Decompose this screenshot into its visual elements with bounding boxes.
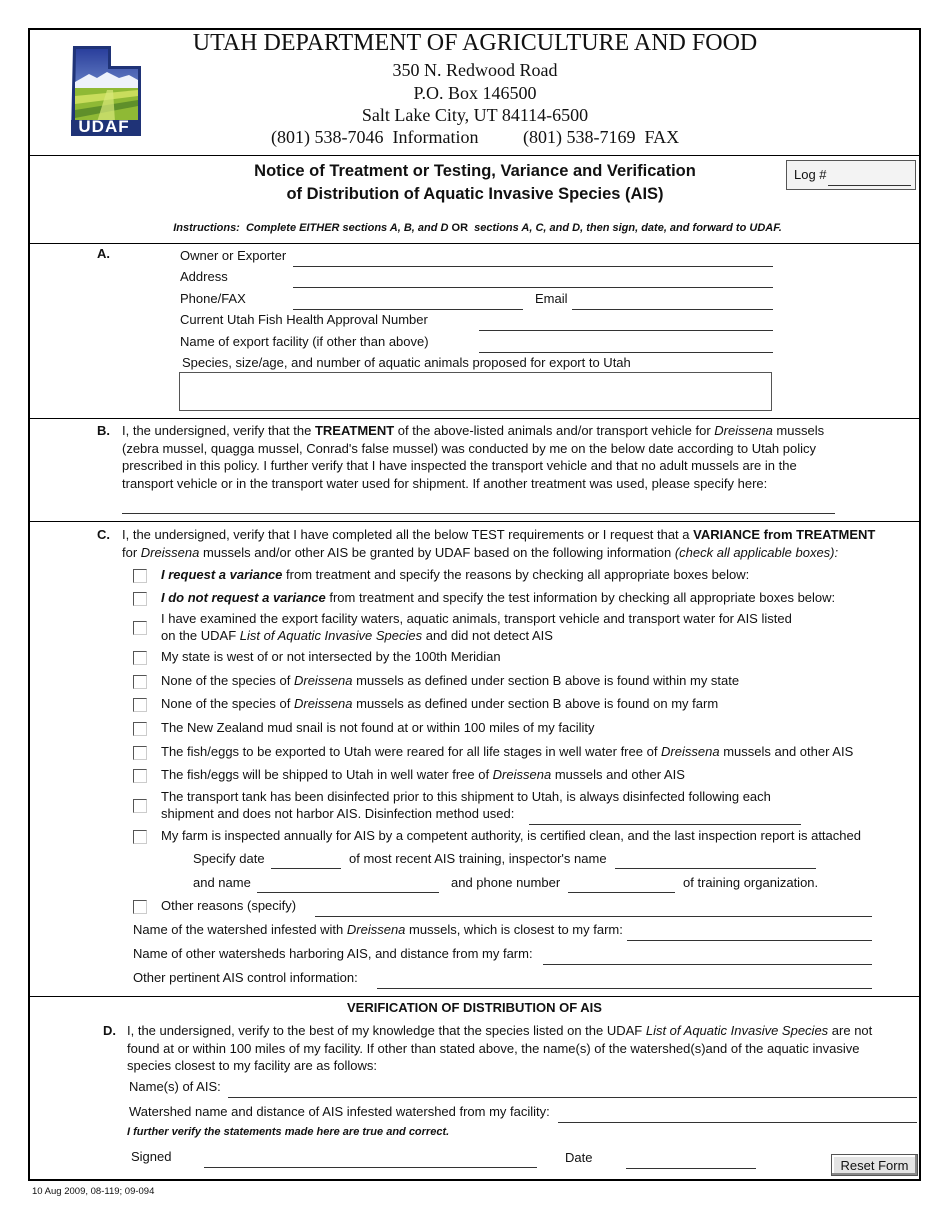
other-watersheds-field[interactable] [543,964,872,965]
date-label: Date [565,1150,593,1165]
address-label: Address [180,269,228,284]
section-c-text: I, the undersigned, verify that I have completed all the below TEST requirements or I request that a VARIANCE from TREATMENT for Dreissena mussels and/or other AIS be granted by UDAF based on the following information (check all applicable boxes): [122,527,876,560]
address-field[interactable] [293,287,773,288]
form-title-line1: Notice of Treatment or Testing, Variance and Verification [254,162,696,180]
organization-name-field[interactable] [257,892,439,893]
other-info-label: Other pertinent AIS control information: [133,970,358,985]
phone-number-label: and phone number [451,875,561,890]
phone-field[interactable] [293,309,523,310]
closest-watershed-field[interactable] [627,940,872,941]
species-label: Species, size/age, and number of aquatic animals proposed for export to Utah [182,355,631,370]
inspected-annually-label: My farm is inspected annually for AIS by a competent authority, is certified clean, and the last inspection report is attached [161,828,861,843]
signature-field[interactable] [204,1167,537,1168]
no-variance-label: I do not request a variance from treatment and specify the test information by checking all appropriate boxes below: [161,590,836,605]
checkbox-tank-disinfected[interactable] [133,799,147,813]
log-number-label: Log # [794,167,827,182]
checkbox-well-water-reared[interactable] [133,746,147,760]
inspector-name-label: of most recent AIS training, inspector's name [349,851,607,866]
header-divider [28,155,921,156]
section-a-letter: A. [97,246,110,261]
section-b-text: I, the undersigned, verify that the TREATMENT of the above-listed animals and/or transport vehicle for Dreissena mussels (zebra mussel, quagga mussel, Conrad's false mussel) was conducted by me on the below date according to Utah policy prescribed in this policy. I further verify that I have inspected the transport vehicle and that no adult mussels are in the transport vehicle or in the transport water used for shipment. If another treatment was used, please specify here: [122,423,825,491]
ais-names-field[interactable] [228,1097,917,1098]
email-field[interactable] [572,309,773,310]
phone-information: (801) 538-7046 Information [271,127,479,147]
date-field[interactable] [626,1168,756,1169]
section-d-text: I, the undersigned, verify to the best of my knowledge that the species listed on the UDAF List of Aquatic Invasive Species are not found at or within 100 miles of my facility. If other than stated above, the name(s) of the watershed(s)and of the aquatic invasive species closest to my facility are as follows: [127,1023,873,1073]
approval-label: Current Utah Fish Health Approval Number [180,312,428,327]
section-d-letter: D. [103,1023,116,1038]
owner-label: Owner or Exporter [180,248,287,263]
logo-text: UDAF [78,117,130,136]
examined-waters-label-2: on the UDAF List of Aquatic Invasive Species and did not detect AIS [161,628,553,643]
facility-label: Name of export facility (if other than above) [180,334,429,349]
footer-revision: 10 Aug 2009, 08-119; 09-094 [32,1186,155,1197]
section-b-letter: B. [97,423,110,438]
mud-snail-label: The New Zealand mud snail is not found at or within 100 miles of my facility [161,720,595,735]
form-title-line2: of Distribution of Aquatic Invasive Species (AIS) [286,185,664,203]
owner-field[interactable] [293,266,773,267]
divider-a [28,243,921,244]
facility-field[interactable] [479,352,773,353]
reset-form-button[interactable]: Reset Form [831,1154,918,1176]
disinfection-method-field[interactable] [529,824,801,825]
checkbox-100th-meridian[interactable] [133,651,147,665]
checkbox-inspected-annually[interactable] [133,830,147,844]
address-pobox: P.O. Box 146500 [413,83,537,103]
instructions: Instructions: Complete EITHER sections A, B, and D OR sections A, C, and D, then sign, date, and forward to UDAF. [173,222,782,234]
not-on-farm-label: None of the species of Dreissena mussels as defined under section B above is found on my farm [161,696,719,711]
other-reasons-field[interactable] [315,916,872,917]
section-c-letter: C. [97,527,110,542]
organization-phone-field[interactable] [568,892,675,893]
signed-label: Signed [131,1149,172,1164]
ais-names-label: Name(s) of AIS: [129,1079,221,1094]
checkbox-mud-snail[interactable] [133,722,147,736]
divider-c [28,521,921,522]
checkbox-other-reasons[interactable] [133,900,147,914]
watershed-distance-field[interactable] [558,1122,917,1123]
training-organization-label: of training organization. [683,875,819,890]
phone-fax: (801) 538-7169 FAX [523,127,680,147]
divider-b [28,418,921,419]
address-street: 350 N. Redwood Road [392,60,558,80]
department-name: UTAH DEPARTMENT OF AGRICULTURE AND FOOD [192,30,758,56]
approval-field[interactable] [479,330,773,331]
log-number-field[interactable] [828,185,911,186]
well-water-shipped-label: The fish/eggs will be shipped to Utah in well water free of Dreissena mussels and other AIS [161,767,685,782]
training-date-field[interactable] [271,868,341,869]
email-label: Email [535,291,568,306]
section-d-heading: VERIFICATION OF DISTRIBUTION OF AIS [347,1000,602,1015]
checkbox-examined-waters[interactable] [133,621,147,635]
checkbox-not-in-state[interactable] [133,675,147,689]
treatment-specify-field[interactable] [122,513,835,514]
checkbox-request-variance[interactable] [133,569,147,583]
other-reasons-label: Other reasons (specify) [161,898,297,913]
phone-label: Phone/FAX [180,291,246,306]
tank-disinfected-label-1: The transport tank has been disinfected prior to this shipment to Utah, is always disinfected following each [161,789,771,804]
well-water-reared-label: The fish/eggs to be exported to Utah were reared for all life stages in well water free of Dreissena mussels and other AIS [161,744,854,759]
species-textarea[interactable] [179,372,772,411]
checkbox-well-water-shipped[interactable] [133,769,147,783]
address-city: Salt Lake City, UT 84114-6500 [361,105,589,125]
and-name-label: and name [193,875,251,890]
other-watersheds-label: Name of other watersheds harboring AIS, and distance from my farm: [133,946,533,961]
other-info-field[interactable] [377,988,872,989]
specify-date-label: Specify date [193,851,265,866]
meridian-label: My state is west of or not intersected by the 100th Meridian [161,649,501,664]
verification-statement: I further verify the statements made here are true and correct. [127,1126,450,1138]
checkbox-no-variance[interactable] [133,592,147,606]
tank-disinfected-label-2: shipment and does not harbor AIS. Disinfection method used: [161,806,515,821]
request-variance-label: I request a variance from treatment and specify the reasons by checking all appropriate boxes below: [161,567,750,582]
examined-waters-label-1: I have examined the export facility waters, aquatic animals, transport vehicle and transport water for AIS listed [161,611,792,626]
checkbox-not-on-farm[interactable] [133,698,147,712]
inspector-name-field[interactable] [615,868,816,869]
not-in-state-label: None of the species of Dreissena mussels as defined under section B above is found within my state [161,673,740,688]
divider-d [28,996,921,997]
closest-watershed-label: Name of the watershed infested with Dreissena mussels, which is closest to my farm: [133,922,623,937]
watershed-distance-label: Watershed name and distance of AIS infested watershed from my facility: [129,1104,550,1119]
